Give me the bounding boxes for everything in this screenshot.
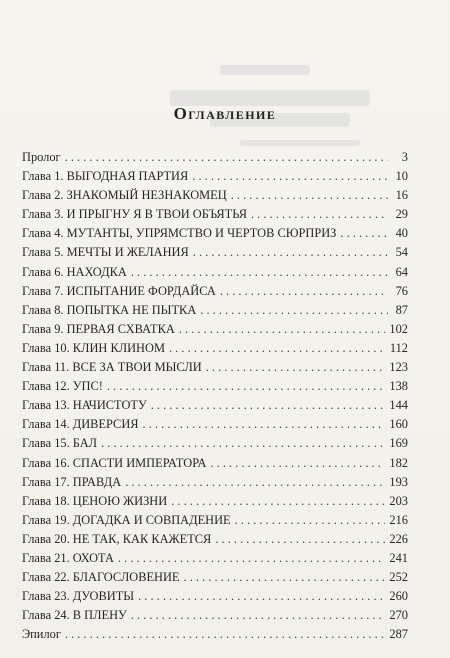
toc-entry — [22, 434, 408, 453]
toc-entry — [22, 377, 408, 396]
toc-entry-page-number: 260 — [389, 589, 408, 604]
dot-leader — [131, 263, 388, 282]
dot-leader — [179, 320, 386, 339]
toc-entry-page-number: 29 — [395, 207, 408, 222]
toc-entry-label: Глава 23. ДУОВИТЫ — [22, 589, 135, 604]
toc-entry-page-number: 123 — [389, 360, 408, 375]
toc-entry — [22, 492, 408, 511]
toc-entry-page-number: 64 — [395, 264, 408, 279]
toc-entry-label: Глава 24. В ПЛЕНУ — [22, 608, 127, 623]
toc-entry — [22, 301, 408, 320]
dot-leader — [192, 167, 388, 186]
dot-leader — [118, 549, 385, 568]
dot-leader — [131, 606, 386, 625]
toc-entry — [22, 167, 408, 186]
toc-entry — [22, 205, 408, 224]
toc-entry-page-number: 40 — [395, 226, 408, 241]
toc-entry — [22, 320, 408, 339]
table-of-contents — [22, 148, 408, 644]
toc-entry — [22, 568, 408, 587]
dot-leader — [125, 473, 385, 492]
toc-entry-page-number: 3 — [401, 150, 408, 164]
toc-entry-page-number: 241 — [389, 550, 408, 565]
toc-heading: Оглавление — [173, 104, 277, 123]
toc-entry — [22, 530, 408, 549]
toc-entry-label: Глава 19. ДОГАДКА И СОВПАДЕНИЕ — [22, 512, 231, 527]
toc-entry-label: Пролог — [22, 150, 61, 164]
toc-entry — [22, 549, 408, 568]
toc-entry — [22, 282, 408, 301]
toc-entry-label: Глава 7. ИСПЫТАНИЕ ФОРДАЙСА — [22, 283, 216, 298]
toc-entry — [22, 511, 408, 530]
toc-entry-page-number: 160 — [389, 417, 408, 432]
dot-leader — [138, 587, 385, 606]
toc-entry-label: Глава 18. ЦЕНОЮ ЖИЗНИ — [22, 493, 168, 508]
toc-entry — [22, 186, 408, 205]
toc-entry-label: Глава 12. УПС! — [22, 379, 103, 394]
toc-entry-label: Глава 1. ВЫГОДНАЯ ПАРТИЯ — [22, 169, 189, 184]
dot-leader — [171, 492, 385, 511]
toc-entry — [22, 473, 408, 492]
toc-entry-label: Эпилог — [22, 627, 61, 642]
dot-leader — [151, 396, 386, 415]
toc-entry — [22, 263, 408, 282]
toc-entry-page-number: 138 — [389, 379, 408, 394]
toc-entry — [22, 587, 408, 606]
toc-entry-page-number: 252 — [389, 570, 408, 585]
toc-entry-label: Глава 3. И ПРЫГНУ Я В ТВОИ ОБЪЯТЬЯ — [22, 207, 247, 222]
toc-entry — [22, 339, 408, 358]
toc-entry-page-number: 226 — [389, 531, 408, 546]
toc-entry — [22, 396, 408, 415]
toc-entry-page-number: 287 — [389, 627, 408, 642]
toc-entry-page-number: 216 — [389, 512, 408, 527]
dot-leader — [231, 186, 388, 205]
dot-leader — [169, 339, 386, 358]
dot-leader — [65, 625, 386, 644]
toc-entry-label: Глава 22. БЛАГОСЛОВЕНИЕ — [22, 570, 180, 585]
toc-entry — [22, 625, 408, 644]
dot-leader — [251, 205, 388, 224]
toc-entry-label: Глава 20. НЕ ТАК, КАК КАЖЕТСЯ — [22, 531, 212, 546]
toc-entry-label: Глава 16. СПАСТИ ИМПЕРАТОРА — [22, 455, 207, 470]
toc-entry-label: Глава 5. МЕЧТЫ И ЖЕЛАНИЯ — [22, 245, 189, 260]
toc-entry-page-number: 193 — [389, 474, 408, 489]
dot-leader — [206, 358, 386, 377]
toc-entry-page-number: 16 — [395, 188, 408, 203]
toc-entry-page-number: 102 — [389, 321, 408, 336]
toc-entry-label: Глава 13. НАЧИСТОТУ — [22, 398, 147, 413]
dot-leader — [184, 568, 386, 587]
toc-entry — [22, 415, 408, 434]
toc-entry-page-number: 270 — [389, 608, 408, 623]
toc-entry-label: Глава 8. ПОПЫТКА НЕ ПЫТКА — [22, 302, 197, 317]
toc-entry — [22, 224, 408, 243]
toc-entry-label: Глава 14. ДИВЕРСИЯ — [22, 417, 139, 432]
toc-entry-page-number: 144 — [389, 398, 408, 413]
toc-entry-label: Глава 9. ПЕРВАЯ СХВАТКА — [22, 321, 175, 336]
toc-entry-page-number: 10 — [395, 169, 408, 184]
toc-entry-page-number: 76 — [395, 283, 408, 298]
toc-entry-label: Глава 10. КЛИН КЛИНОМ — [22, 340, 165, 355]
toc-entry-label: Глава 6. НАХОДКА — [22, 264, 127, 279]
toc-entry-label: Глава 21. ОХОТА — [22, 550, 114, 565]
dot-leader — [215, 530, 385, 549]
toc-entry-page-number: 54 — [395, 245, 408, 260]
dot-leader — [235, 511, 386, 530]
toc-entry-label: Глава 11. ВСЕ ЗА ТВОИ МЫСЛИ — [22, 360, 202, 375]
toc-entry-page-number: 87 — [395, 302, 408, 317]
toc-entry — [22, 148, 408, 167]
toc-entry-page-number: 169 — [389, 436, 408, 451]
dot-leader — [143, 415, 386, 434]
toc-entry — [22, 243, 408, 262]
dot-leader — [340, 224, 388, 243]
toc-entry-page-number: 203 — [389, 493, 408, 508]
dot-leader — [193, 243, 388, 262]
dot-leader — [200, 301, 388, 320]
toc-entry — [22, 606, 408, 625]
dot-leader — [65, 148, 388, 167]
toc-entry-label: Глава 15. БАЛ — [22, 436, 98, 451]
dot-leader — [220, 282, 388, 301]
toc-entry-page-number: 112 — [389, 340, 408, 355]
toc-entry — [22, 358, 408, 377]
toc-entry-label: Глава 4. МУТАНТЫ, УПРЯМСТВО И ЧЕРТОВ СЮРПРИЗ — [22, 226, 337, 241]
toc-entry-label: Глава 17. ПРАВДА — [22, 474, 122, 489]
toc-entry-page-number: 182 — [389, 455, 408, 470]
toc-entry-label: Глава 2. ЗНАКОМЫЙ НЕЗНАКОМЕЦ — [22, 188, 227, 203]
dot-leader — [107, 377, 386, 396]
dot-leader — [210, 454, 385, 473]
toc-entry — [22, 454, 408, 473]
dot-leader — [101, 434, 385, 453]
